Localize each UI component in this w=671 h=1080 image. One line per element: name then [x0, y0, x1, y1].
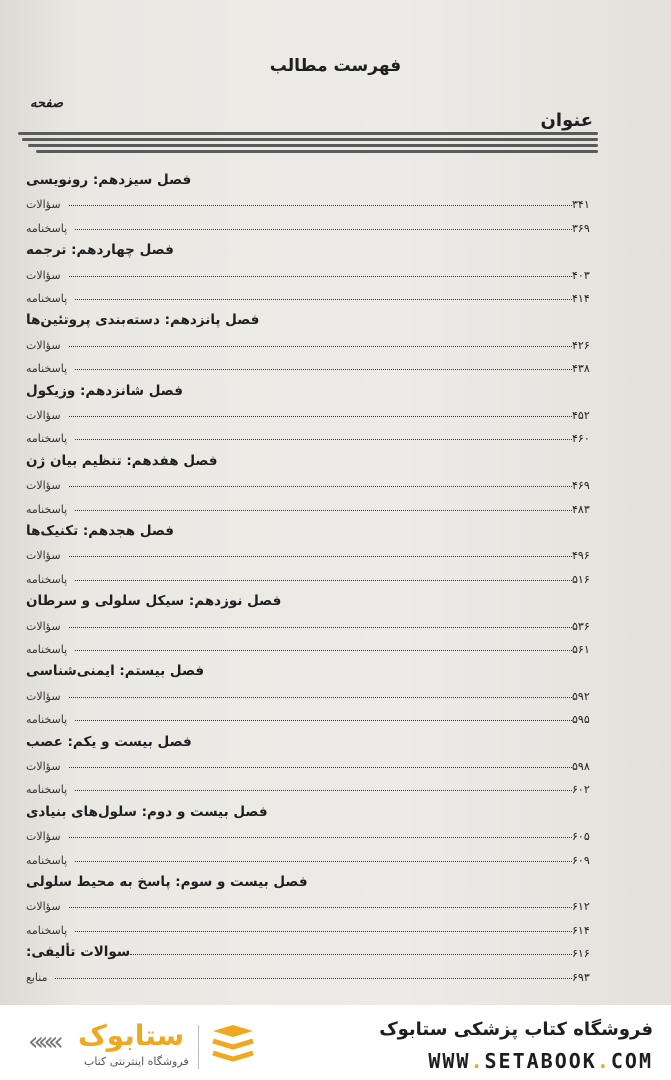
toc-row-questions — [22, 681, 600, 703]
chapter-heading — [22, 587, 600, 609]
leader-dots — [69, 415, 572, 417]
chapter-heading — [22, 517, 600, 539]
leader-dots — [75, 368, 572, 370]
chapter-heading — [22, 868, 600, 890]
toc-row-answers — [22, 353, 600, 375]
page-column-header: صفحه — [30, 96, 63, 111]
toc-row-answers — [22, 423, 600, 445]
chapter-heading — [22, 236, 600, 258]
toc-row-questions — [22, 330, 600, 352]
toc-entry-label: فصل شانزدهم: وزیکول — [26, 382, 183, 399]
page-number: ۵۶۱ — [572, 643, 590, 656]
toc-entry-label: پاسخنامه — [26, 713, 68, 727]
leader-dots — [191, 182, 572, 183]
chapter-heading — [22, 728, 600, 750]
toc-entry-label: پاسخنامه — [26, 643, 68, 656]
page-number: ۴۳۸ — [572, 362, 590, 376]
toc-entry-label: سؤالات — [26, 549, 61, 563]
toc-row-answers — [22, 283, 600, 305]
leader-dots — [75, 719, 572, 721]
toc-entry-label: پاسخنامه — [26, 502, 68, 516]
leader-dots — [75, 930, 572, 932]
leader-dots — [75, 860, 572, 862]
chapter-heading — [22, 306, 600, 328]
leader-dots — [268, 814, 572, 815]
leader-dots — [69, 836, 572, 838]
chapter-heading — [22, 447, 600, 469]
toc-entry-label: فصل نوزدهم: سیکل سلولی و سرطان — [26, 593, 282, 610]
leader-dots — [55, 977, 572, 979]
leader-dots — [281, 603, 572, 604]
toc-row-questions — [22, 751, 600, 773]
leader-dots — [75, 228, 572, 230]
toc-row-answers — [22, 704, 600, 726]
leader-dots — [174, 252, 572, 253]
logo-wordmark: ستابوک — [78, 1019, 185, 1052]
toc-row-answers — [22, 564, 600, 586]
leader-dots — [69, 766, 572, 768]
leader-dots — [69, 485, 572, 487]
toc-row-questions — [22, 611, 600, 633]
toc-row-answers — [22, 845, 600, 867]
toc-row-questions — [22, 260, 600, 282]
toc-row-answers — [22, 213, 600, 235]
toc-entry-label: فصل سیزدهم: رونویسی — [26, 172, 192, 188]
toc-entry-label: فصل بیست و یکم: عصب — [26, 733, 192, 750]
store-url: WWW.SETABOOK.COM — [428, 1049, 653, 1073]
leader-dots — [308, 884, 572, 885]
toc-entry-label: منابع — [26, 970, 48, 984]
page-number: ۶۰۹ — [572, 853, 590, 867]
toc-entry-label: پاسخنامه — [26, 783, 68, 797]
toc-entry-label: فصل بیستم: ایمنی‌شناسی — [26, 663, 205, 680]
page-number: ۶۰۲ — [572, 783, 590, 797]
toc-entry-label: سؤالات — [26, 198, 61, 212]
toc-entry-label: فصل بیست و دوم: سلول‌های بنیادی — [26, 803, 268, 820]
page-number: ۶۹۳ — [572, 970, 590, 984]
toc-entry-label: سؤالات — [26, 479, 61, 493]
toc-entry-label: سؤالات — [26, 830, 61, 844]
leader-dots — [75, 789, 572, 791]
page-number: ۴۶۹ — [572, 479, 590, 493]
page-number: ۵۹۸ — [572, 760, 590, 773]
page-number: ۴۰۳ — [572, 268, 590, 282]
toc-row-questions — [22, 400, 600, 422]
logo-tagline: فروشگاه اینترنتی کتاب — [84, 1055, 189, 1068]
page-number: ۶۱۶ — [572, 947, 590, 961]
book-stack-icon — [208, 1023, 258, 1069]
leader-dots — [69, 696, 572, 698]
leader-dots — [75, 438, 572, 440]
toc-entry-label: پاسخنامه — [26, 853, 68, 867]
chapter-heading — [22, 657, 600, 679]
leader-dots — [69, 345, 572, 347]
toc-entry-label: سؤالات — [26, 689, 61, 703]
leader-dots — [69, 626, 572, 628]
toc-row-questions — [22, 891, 600, 913]
toc-entry-label: پاسخنامه — [26, 221, 68, 235]
leader-dots — [218, 463, 572, 464]
toc-row-questions — [22, 821, 600, 843]
toc-entry-label: سوالات تألیفی: — [26, 944, 131, 961]
leader-dots — [69, 555, 572, 557]
toc-entry-label: پاسخنامه — [26, 362, 68, 376]
toc-entry-label: فصل هفدهم: تنظیم بیان ژن — [26, 452, 218, 469]
leader-dots — [69, 204, 572, 206]
leader-dots — [192, 744, 572, 745]
toc-entry-label: پاسخنامه — [26, 432, 68, 446]
page-number: ۴۶۰ — [572, 432, 590, 446]
toc-row-answers — [22, 774, 600, 796]
page-number: ۴۲۶ — [572, 338, 590, 352]
toc-entry-label: فصل بیست و سوم: پاسخ به محیط سلولی — [26, 874, 308, 890]
toc-row-questions — [22, 189, 600, 211]
toc-entry-label: سؤالات — [26, 760, 61, 773]
toc-entry-label: سؤالات — [26, 409, 61, 422]
chapter-heading — [22, 377, 600, 399]
toc-row-questions — [22, 470, 600, 492]
setabook-logo — [28, 1019, 268, 1075]
page-number: ۶۱۴ — [572, 923, 590, 937]
footer-banner — [0, 1005, 671, 1080]
leader-dots — [69, 906, 572, 908]
page-number: ۴۸۳ — [572, 502, 590, 516]
toc-entry-label: سؤالات — [26, 619, 61, 633]
toc-row-answers — [22, 634, 600, 656]
toc-entry-label: پاسخنامه — [26, 292, 68, 305]
toc-row-answers — [22, 915, 600, 937]
toc-row-extra — [22, 962, 600, 984]
leader-dots — [183, 393, 572, 394]
toc-row-extra — [22, 938, 600, 960]
header-rules — [18, 128, 600, 158]
toc-entry-label: پاسخنامه — [26, 572, 68, 586]
leader-dots — [204, 673, 572, 674]
page-number: ۵۱۶ — [572, 572, 590, 586]
toc-row-questions — [22, 540, 600, 562]
toc-entry-label: پاسخنامه — [26, 923, 68, 937]
page-number: ۳۴۱ — [572, 198, 590, 212]
toc-entry-label: فصل چهاردهم: ترجمه — [26, 242, 174, 259]
leader-dots — [174, 533, 572, 534]
leader-dots — [259, 322, 572, 323]
page-number: ۴۱۴ — [572, 292, 590, 305]
page-number: ۳۶۹ — [572, 221, 590, 235]
toc-entry-label: فصل هجدهم: تکنیک‌ها — [26, 523, 175, 539]
chapter-heading — [22, 798, 600, 820]
leader-dots — [75, 579, 572, 581]
page-number: ۵۹۲ — [572, 689, 590, 703]
leader-dots — [75, 509, 572, 511]
leader-dots — [69, 275, 572, 277]
page-number: ۶۰۵ — [572, 830, 590, 844]
page-number: ۵۳۶ — [572, 619, 590, 633]
logo-divider — [198, 1025, 199, 1069]
page-number: ۶۱۲ — [572, 900, 590, 914]
toc-entry-label: سؤالات — [26, 268, 61, 282]
chapter-heading — [22, 166, 600, 188]
page-title: فهرست مطالب — [269, 56, 402, 76]
toc-entry-label: سؤالات — [26, 900, 61, 914]
leader-dots — [75, 649, 572, 651]
page-number: ۴۵۲ — [572, 409, 590, 422]
title-column-header: عنوان — [540, 110, 593, 131]
toc-entry-label: سؤالات — [26, 338, 61, 352]
store-name: فروشگاه کتاب پزشکی ستابوک — [379, 1019, 653, 1040]
toc-row-answers — [22, 494, 600, 516]
toc-entry-label: فصل پانزدهم: دسته‌بندی پروتئین‌ها — [26, 312, 260, 329]
page-number: ۵۹۵ — [572, 713, 590, 727]
leader-dots — [75, 298, 572, 300]
page-number: ۴۹۶ — [572, 549, 590, 563]
chevrons-icon: ««« — [28, 1027, 58, 1057]
leader-dots — [130, 953, 572, 955]
